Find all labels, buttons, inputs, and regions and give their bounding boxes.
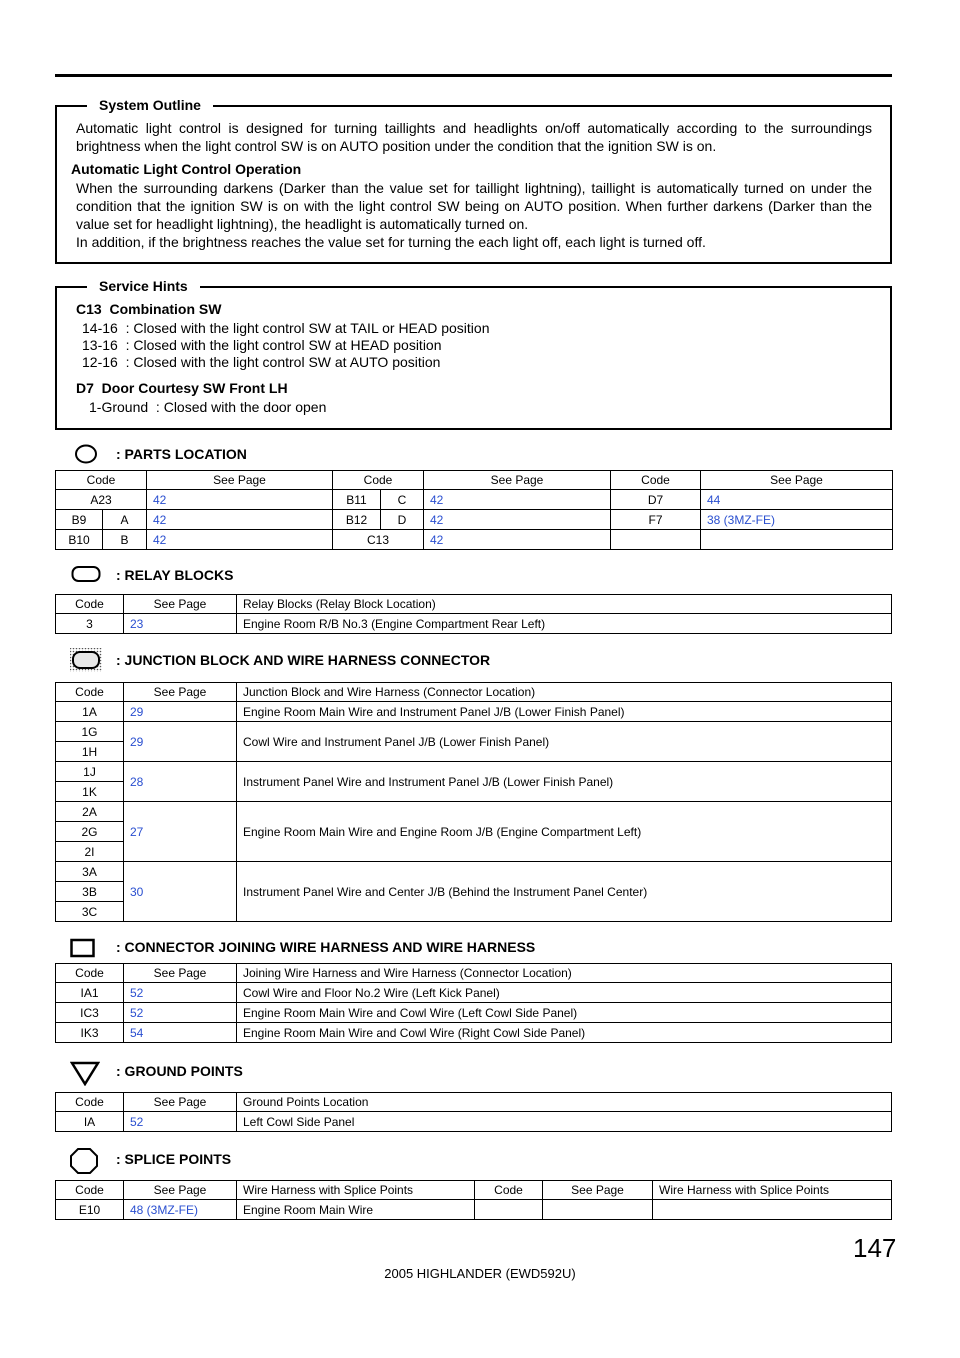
see-page-link[interactable]: 52 [124, 983, 237, 1003]
column-header: See Page [543, 1181, 653, 1200]
splice-points-title: : SPLICE POINTS [116, 1151, 232, 1167]
see-page-link[interactable]: 54 [124, 1023, 237, 1043]
code-cell: IA1 [56, 983, 124, 1003]
see-page-link[interactable]: 42 [147, 510, 333, 530]
connector-symbol-icon [70, 938, 96, 958]
see-page-link[interactable]: 42 [424, 530, 611, 550]
table-header-row [56, 1093, 892, 1112]
d7-hint: 1-Ground : Closed with the door open [89, 399, 327, 415]
location-cell: Engine Room Main Wire and Instrument Panel J/B (Lower Finish Panel) [237, 702, 892, 722]
column-header: Ground Points Location [237, 1093, 892, 1112]
system-outline-box [55, 97, 892, 264]
c13-heading: C13 Combination SW [76, 301, 222, 317]
code-cell: 3C [56, 902, 124, 922]
parts-location-table [55, 470, 893, 550]
page-number: 147 [853, 1233, 897, 1263]
relay-block-symbol-icon [71, 565, 101, 583]
see-page-link[interactable]: 29 [124, 702, 237, 722]
code-cell: B11 [333, 490, 381, 510]
table-row [56, 1200, 892, 1220]
code-suffix-cell: A [103, 510, 147, 530]
splice-points-table [55, 1180, 892, 1220]
see-page-link[interactable]: 23 [124, 614, 237, 634]
code-cell: 1A [56, 702, 124, 722]
column-header: Relay Blocks (Relay Block Location) [237, 595, 892, 614]
junction-block-table [55, 682, 892, 922]
table-header-row [56, 964, 892, 983]
code-cell: IC3 [56, 1003, 124, 1023]
location-cell: Engine Room R/B No.3 (Engine Compartment Rear Left) [237, 614, 892, 634]
table-row [56, 762, 892, 782]
location-cell: Engine Room Main Wire and Cowl Wire (Left Cowl Side Panel) [237, 1003, 892, 1023]
junction-block-symbol-icon [69, 647, 103, 673]
table-header-row [56, 1181, 892, 1200]
table-header-row [56, 683, 892, 702]
code-cell: 2G [56, 822, 124, 842]
location-cell [653, 1200, 892, 1220]
operation-text-2: In addition, if the brightness reaches the value set for turning the each light off, each light is turned off. [76, 234, 706, 250]
parts-location-symbol-icon [74, 443, 98, 465]
code-cell: 1H [56, 742, 124, 762]
code-suffix-cell: D [381, 510, 424, 530]
see-page-link[interactable]: 28 [124, 762, 237, 802]
d7-heading: D7 Door Courtesy SW Front LH [76, 380, 288, 396]
ground-points-title: : GROUND POINTS [116, 1063, 243, 1079]
connectors-table [55, 963, 892, 1043]
column-header: Junction Block and Wire Harness (Connector Location) [237, 683, 892, 702]
table-header-row [56, 595, 892, 614]
table-row [56, 530, 893, 550]
system-outline-title: System Outline [87, 95, 213, 115]
table-row [56, 614, 892, 634]
code-cell: 3A [56, 862, 124, 882]
see-page-link[interactable]: 42 [424, 490, 611, 510]
see-page-link[interactable]: 29 [124, 722, 237, 762]
code-cell: 2I [56, 842, 124, 862]
see-page-link [701, 530, 893, 550]
location-cell: Cowl Wire and Floor No.2 Wire (Left Kick Panel) [237, 983, 892, 1003]
code-cell: 1G [56, 722, 124, 742]
table-row [56, 983, 892, 1003]
parts-location-title: : PARTS LOCATION [116, 446, 247, 462]
column-header: See Page [424, 471, 611, 490]
code-cell: D7 [611, 490, 701, 510]
see-page-link[interactable]: 48 (3MZ-FE) [124, 1200, 237, 1220]
column-header: See Page [701, 471, 893, 490]
column-header: Wire Harness with Splice Points [237, 1181, 475, 1200]
column-header: Code [611, 471, 701, 490]
location-cell: Instrument Panel Wire and Instrument Panel J/B (Lower Finish Panel) [237, 762, 892, 802]
see-page-link[interactable]: 42 [147, 530, 333, 550]
code-cell [611, 530, 701, 550]
code-cell: B9 [56, 510, 103, 530]
column-header: Code [56, 964, 124, 983]
see-page-link[interactable]: 30 [124, 862, 237, 922]
table-row [56, 1112, 892, 1132]
code-cell: IK3 [56, 1023, 124, 1043]
column-header: Code [475, 1181, 543, 1200]
see-page-link[interactable]: 42 [147, 490, 333, 510]
connectors-title: : CONNECTOR JOINING WIRE HARNESS AND WIRE HARNESS [116, 939, 536, 955]
system-outline-intro: Automatic light control is designed for turning taillights and headlights on/off automatically according to the surroundings brightness when the light control SW is on AUTO position under the condition that the ignition SW is on. [76, 120, 872, 154]
table-row [56, 862, 892, 882]
top-rule [55, 74, 892, 77]
code-cell: 2A [56, 802, 124, 822]
column-header: Code [56, 1181, 124, 1200]
code-cell: F7 [611, 510, 701, 530]
see-page-link [543, 1200, 653, 1220]
code-cell: 1J [56, 762, 124, 782]
column-header: Code [333, 471, 424, 490]
column-header: See Page [124, 683, 237, 702]
code-cell: B10 [56, 530, 103, 550]
column-header: Code [56, 595, 124, 614]
see-page-link[interactable]: 42 [424, 510, 611, 530]
column-header: See Page [124, 595, 237, 614]
see-page-link[interactable]: 52 [124, 1003, 237, 1023]
relay-blocks-title: : RELAY BLOCKS [116, 567, 234, 583]
operation-heading: Automatic Light Control Operation [71, 161, 302, 177]
code-cell: B12 [333, 510, 381, 530]
code-cell: 3B [56, 882, 124, 902]
code-cell: E10 [56, 1200, 124, 1220]
operation-text: When the surrounding darkens (Darker than the value set for taillight lightning), taillight is automatically turned on under the condition that the ignition SW is on with the light control SW being on AUTO position. When further darkens (Darker than the value set for headlight lightning), the headlight is automatically turned on. [76, 180, 872, 232]
code-suffix-cell: C [381, 490, 424, 510]
table-row [56, 510, 893, 530]
service-hints-box [55, 278, 892, 430]
code-cell [475, 1200, 543, 1220]
location-cell: Cowl Wire and Instrument Panel J/B (Lower Finish Panel) [237, 722, 892, 762]
location-cell: Engine Room Main Wire [237, 1200, 475, 1220]
location-cell: Instrument Panel Wire and Center J/B (Behind the Instrument Panel Center) [237, 862, 892, 922]
column-header: See Page [147, 471, 333, 490]
footer-model: 2005 HIGHLANDER (EWD592U) [384, 1266, 576, 1281]
code-cell: IA [56, 1112, 124, 1132]
table-row [56, 722, 892, 742]
see-page-link[interactable]: 27 [124, 802, 237, 862]
service-hints-title: Service Hints [87, 276, 200, 296]
code-cell: C13 [333, 530, 424, 550]
c13-hint: 14-16 : Closed with the light control SW at TAIL or HEAD position [82, 320, 490, 336]
ground-points-table [55, 1092, 892, 1132]
column-header: See Page [124, 964, 237, 983]
table-row [56, 1003, 892, 1023]
c13-hint: 12-16 : Closed with the light control SW at AUTO position [82, 354, 441, 370]
ground-point-symbol-icon [70, 1060, 100, 1086]
code-cell: A23 [56, 490, 147, 510]
column-header: Code [56, 1093, 124, 1112]
see-page-link[interactable]: 38 (3MZ-FE) [701, 510, 893, 530]
column-header: Code [56, 471, 147, 490]
column-header: Code [56, 683, 124, 702]
table-row [56, 702, 892, 722]
code-suffix-cell: B [103, 530, 147, 550]
location-cell: Engine Room Main Wire and Engine Room J/B (Engine Compartment Left) [237, 802, 892, 862]
table-row [56, 490, 893, 510]
see-page-link[interactable]: 44 [701, 490, 893, 510]
table-header-row [56, 471, 893, 490]
splice-point-symbol-icon [69, 1147, 99, 1175]
c13-hint: 13-16 : Closed with the light control SW at HEAD position [82, 337, 442, 353]
column-header: Joining Wire Harness and Wire Harness (Connector Location) [237, 964, 892, 983]
column-header: Wire Harness with Splice Points [653, 1181, 892, 1200]
location-cell: Engine Room Main Wire and Cowl Wire (Right Cowl Side Panel) [237, 1023, 892, 1043]
code-cell: 3 [56, 614, 124, 634]
relay-blocks-table [55, 594, 892, 634]
table-row [56, 802, 892, 822]
see-page-link[interactable]: 52 [124, 1112, 237, 1132]
table-row [56, 1023, 892, 1043]
code-cell: 1K [56, 782, 124, 802]
location-cell: Left Cowl Side Panel [237, 1112, 892, 1132]
junction-block-title: : JUNCTION BLOCK AND WIRE HARNESS CONNECTOR [116, 652, 491, 668]
column-header: See Page [124, 1093, 237, 1112]
column-header: See Page [124, 1181, 237, 1200]
